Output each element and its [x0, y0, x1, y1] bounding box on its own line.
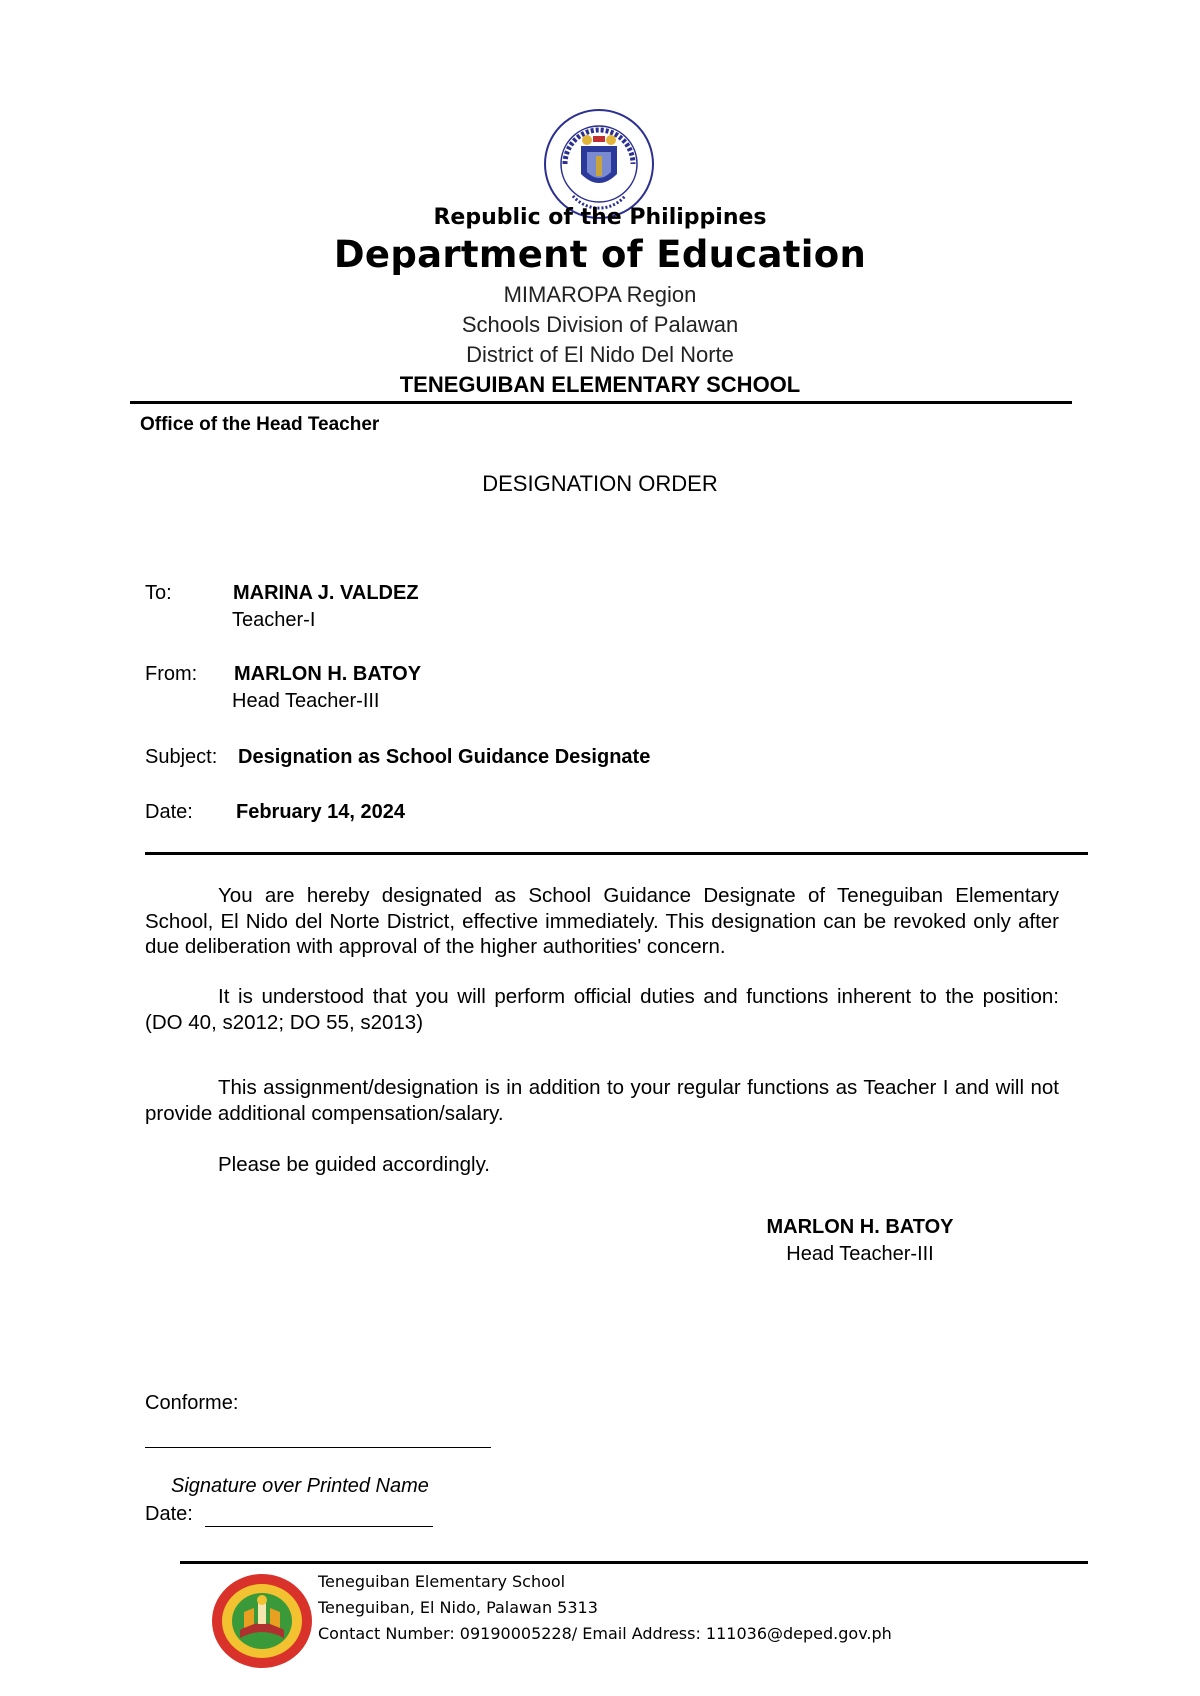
deped-seal-icon	[543, 108, 655, 220]
body-paragraph-3: This assignment/designation is in addition to your regular functions as Teacher I and will not provide additional compensation/salary.	[145, 1076, 1059, 1125]
memo-divider	[145, 852, 1088, 855]
signature-caption: Signature over Printed Name	[171, 1475, 429, 1497]
department-heading: Department of Education	[333, 233, 867, 276]
from-label: From:	[145, 663, 198, 685]
document-title: DESIGNATION ORDER	[482, 471, 718, 496]
to-label: To:	[145, 582, 172, 604]
to-position: Teacher-I	[232, 609, 316, 631]
subject-text: Designation as School Guidance Designate	[238, 746, 651, 768]
header-divider	[130, 401, 1072, 404]
school-name: TENEGUIBAN ELEMENTARY SCHOOL	[399, 372, 801, 397]
office-label: Office of the Head Teacher	[140, 414, 380, 435]
conforme-date-label: Date:	[145, 1503, 193, 1525]
district-line: District of El Nido Del Norte	[466, 342, 734, 367]
region-line: MIMAROPA Region	[503, 282, 697, 307]
body-paragraph-1: You are hereby designated as School Guidance Designate of Teneguiban Elementary School, El Nido del Norte District, effective immediately. This designation can be revoked only after due deliberation with approval of the higher authorities' concern.	[145, 884, 1059, 958]
body-paragraph-2: It is understood that you will perform official duties and functions inherent to the position: (DO 40, s2012; DO 55, s2013)	[145, 985, 1059, 1034]
footer-address: Teneguiban, El Nido, Palawan 5313	[318, 1598, 598, 1617]
division-line: Schools Division of Palawan	[461, 312, 739, 337]
date-value: February 14, 2024	[236, 801, 405, 823]
body-paragraph-4: Please be guided accordingly.	[218, 1153, 490, 1176]
footer-school: Teneguiban Elementary School	[318, 1572, 566, 1591]
to-name: MARINA J. VALDEZ	[233, 582, 419, 604]
school-logo-icon	[210, 1572, 314, 1670]
signature-line	[145, 1446, 491, 1448]
from-name: MARLON H. BATOY	[234, 663, 422, 685]
date-label: Date:	[145, 801, 193, 823]
footer-contact: Contact Number: 09190005228/ Email Address: 111036@deped.gov.ph	[318, 1624, 892, 1643]
footer-divider	[180, 1561, 1088, 1564]
signatory-position: Head Teacher-III	[786, 1243, 934, 1265]
from-position: Head Teacher-III	[232, 690, 380, 712]
subject-label: Subject:	[145, 746, 218, 768]
conforme-date-line	[205, 1525, 433, 1527]
conforme-label: Conforme:	[145, 1392, 239, 1414]
republic-heading: Republic of the Philippines	[433, 205, 767, 230]
signatory-name: MARLON H. BATOY	[766, 1216, 954, 1238]
